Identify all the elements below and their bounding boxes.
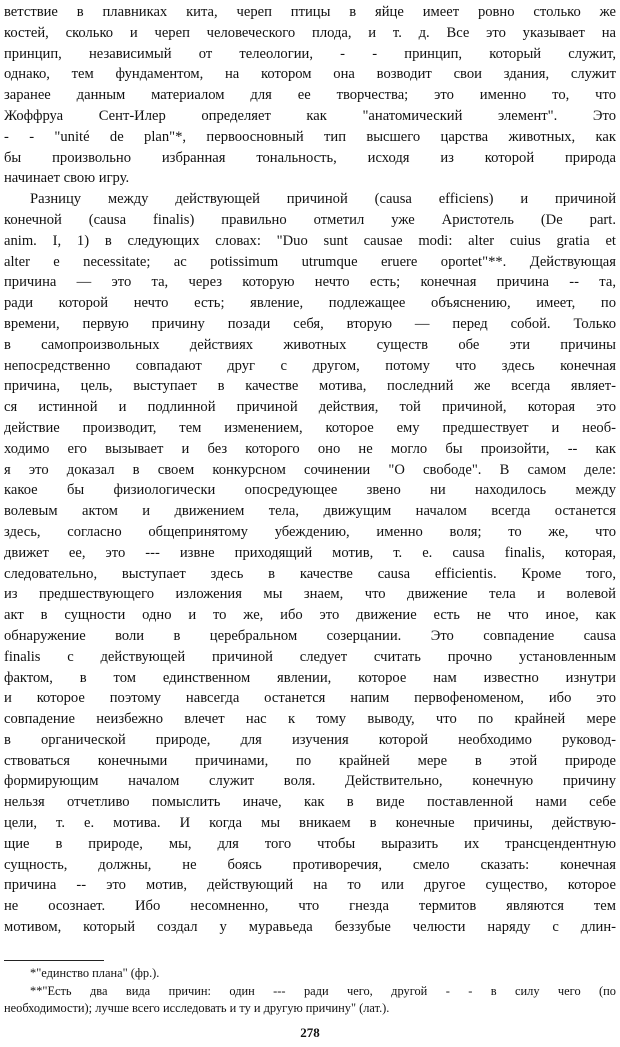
text-line: движет ее, это --- извне приходящий мотив, т. е. causa finalis, которая, — [4, 544, 616, 561]
text-line: конечной (causa finalis) правильно отметил уже Аристотель (De part. — [4, 211, 616, 228]
text-line: нельзя отчетливо помыслить иначе, как в виде поставленной нами себе — [4, 794, 616, 811]
text-line: ветствие в плавниках кита, череп птицы в яйце имеет ровно столько же — [4, 4, 616, 20]
text-line: не осознает. Ибо несомненно, что гнезда термитов являются тем — [4, 898, 616, 915]
text-line: какое бы физиологически опосредующее звено ни находилось между — [4, 482, 616, 499]
footnotes — [4, 965, 616, 1018]
text-line: ради которой нечто есть; явление, подлежащее объяснению, имеет, по — [4, 295, 616, 312]
text-line: причина — это та, через которую нечто есть; конечная причина -- та, — [4, 274, 616, 291]
text-line: ствоваться конечными причинами, по крайней мере в этой природе — [4, 752, 616, 769]
text-line: Жоффруа Сент-Илер определяет как "анатомический элемент". Это — [4, 107, 616, 124]
text-line: здесь, согласно общепринятому убеждению, именно воля; то же, что — [4, 523, 616, 540]
footnote-divider — [4, 960, 104, 961]
text-line: мотивом, который создал у муравьеда беззубые челюсти наряду с длин- — [4, 919, 616, 936]
text-line: формирующим началом служит воля. Действительно, конечную причину — [4, 773, 616, 790]
page-number: 278 — [300, 1025, 320, 1040]
text-line: заранее данным материалом для ее творчества; это именно то, что — [4, 87, 616, 104]
footnote: необходимости); лучше всего исследовать и ту и другую причину" (лат.). — [4, 1001, 390, 1015]
footnote: *"единство плана" (фр.). — [30, 966, 160, 980]
text-line: - - "unité de plan"*, первоосновный тип высшего царства животных, как — [4, 128, 616, 145]
text-line: и которое поэтому навсегда останется напим первофеноменом, ибо это — [4, 690, 616, 707]
footnote: **"Есть два вида причин: один --- ради чего, другой - - в силу чего (по — [30, 983, 616, 998]
text-line: я это доказал в своем конкурсном сочинении "О свободе". В самом деле: — [4, 461, 616, 478]
text-line: костей, сколько и череп человеческого плода, и т. д. Все это указывает на — [4, 24, 616, 41]
text-line: из предшествующего изложения мы знаем, что движение тела и волевой — [4, 586, 616, 603]
text-line: обнаружение воли в церебральном созерцании. Это совпадение causa — [4, 627, 616, 644]
text-line: акт в сущности одно и то же, ибо это движение есть не что иное, как — [4, 607, 616, 624]
text-line: в самопроизвольных действиях животных существ обе эти причины — [4, 336, 616, 353]
text-line: совпадение неизбежно влечет нас к тому выводу, что по крайней мере — [4, 711, 616, 728]
text-line: anim. I, 1) в следующих словах: "Duo sunt causae modi: alter cuius gratia et — [4, 232, 616, 249]
text-line: следовательно, выступает здесь в качестве causa efficientis. Кроме того, — [4, 565, 616, 582]
text-line: Разницу между действующей причиной (causa efficiens) и причиной — [30, 191, 616, 208]
main-text — [4, 2, 616, 938]
text-line: ся истинной и подлинной причиной действия, той причиной, которая это — [4, 399, 616, 416]
text-line: finalis с действующей причиной следует считать прочно установленным — [4, 648, 616, 665]
text-line: ходимо его вызывает и без которого оно не могло бы произойти, -- как — [4, 440, 616, 457]
text-line: начинает свою игру. — [4, 170, 130, 187]
text-line: причина, цель, выступает в качестве мотива, последний же всегда являет- — [4, 378, 616, 395]
text-line: непосредственно совпадают друг с другом, потому что здесь конечная — [4, 357, 616, 374]
text-line: времени, первую причину позади себя, вторую — перед собой. Только — [4, 315, 616, 332]
text-line: волевым актом и движением тела, движущим началом всегда останется — [4, 503, 616, 520]
text-line: в органической природе, для изучения которой необходимо руковод- — [4, 731, 616, 748]
text-line: действие производит, тем изменением, которое ему предшествует и необ- — [4, 419, 616, 436]
text-line: фактом, в том единственном явлении, которое нам известно изнутри — [4, 669, 616, 686]
text-line: alter e necessitate; ac potissimum utrumque eruere oportet"**. Действующая — [4, 253, 616, 270]
text-line: щие в природе, мы, для того чтобы выразить их трансцендентную — [4, 835, 616, 852]
text-line: причина -- это мотив, действующий на то или другое существо, которое — [4, 877, 616, 894]
text-line: принцип, независимый от телеологии, - - принцип, который служит, — [4, 45, 616, 62]
text-line: цели, т. е. мотива. И когда мы вникаем в конечные причины, действую- — [4, 815, 616, 832]
text-line: однако, тем фундаментом, на котором она возводит свои здания, служит — [4, 66, 616, 83]
text-line: бы произвольно избранная тональность, исходя из которой природа — [4, 149, 616, 166]
text-line: сущность, должны, не боясь противоречия, смело сказать: конечная — [4, 856, 616, 873]
